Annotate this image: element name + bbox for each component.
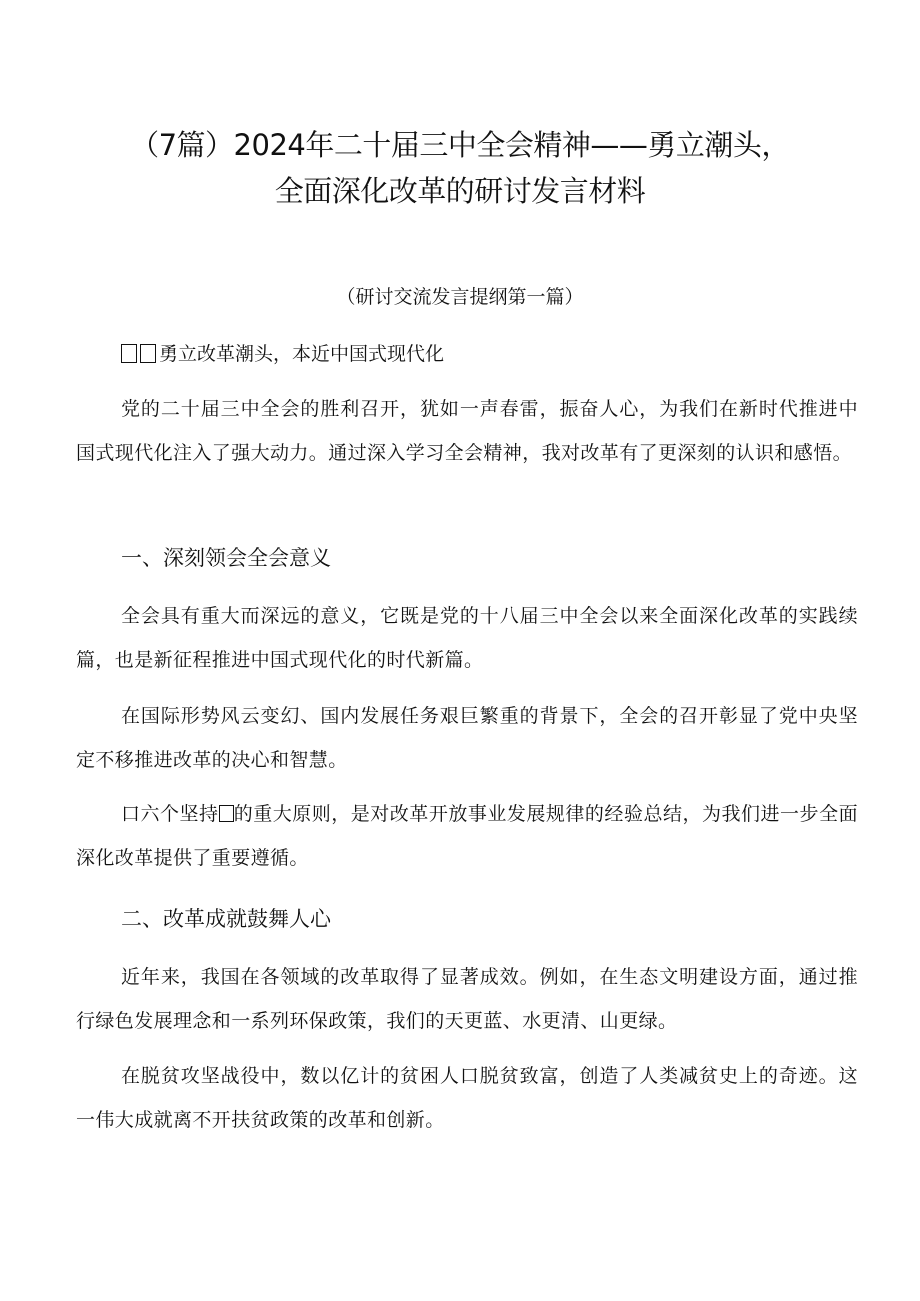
- missing-glyph-box-icon: [121, 344, 137, 363]
- document-subtitle: （研讨交流发言提纲第一篇）: [336, 286, 584, 308]
- paragraph-4: 近年来，我国在各领域的改革取得了显著成效。例如，在生态文明建设方面，通过推行绿色发展理念和一系列环保政策，我们的天更蓝、水更清、山更绿。: [76, 966, 858, 1032]
- theme-line: [121, 337, 444, 371]
- intro-paragraph: 党的二十届三中全会的胜利召开，犹如一声春雷，振奋人心，为我们在新时代推进中国式现代化注入了强大动力。通过深入学习全会精神，我对改革有了更深刻的认识和感悟。: [76, 398, 858, 464]
- document-title-line-1: （7篇）2024年二十届三中全会精神——勇立潮头，: [130, 128, 790, 162]
- paragraph-1: 全会具有重大而深远的意义，它既是党的十八届三中全会以来全面深化改革的实践续篇，也是新征程推进中国式现代化的时代新篇。: [76, 605, 858, 671]
- paragraph-3-part-2: 的重大原则，是对改革开放事业发展规律的经验总结，为我们进一步全面深化改革提供了重要遵循。: [76, 803, 858, 869]
- document-title-line-2: 全面深化改革的研讨发言材料: [274, 174, 646, 208]
- paragraph-3-part-1: 口六个坚持: [121, 803, 219, 825]
- section-heading-1: 一、深刻领会全会意义: [121, 546, 331, 570]
- paragraph-2: 在国际形势风云变幻、国内发展任务艰巨繁重的背景下，全会的召开彰显了党中央坚定不移推进改革的决心和智慧。: [76, 705, 858, 771]
- paragraph-5: 在脱贫攻坚战役中，数以亿计的贫困人口脱贫致富，创造了人类减贫史上的奇迹。这一伟大成就离不开扶贫政策的改革和创新。: [76, 1065, 858, 1131]
- section-heading-2: 二、改革成就鼓舞人心: [121, 907, 331, 931]
- missing-glyph-box-icon: [140, 344, 156, 363]
- theme-line-text: 勇立改革潮头，本近中国式现代化: [159, 343, 445, 365]
- paragraph-3: [76, 792, 858, 880]
- missing-glyph-box-icon: [219, 805, 234, 822]
